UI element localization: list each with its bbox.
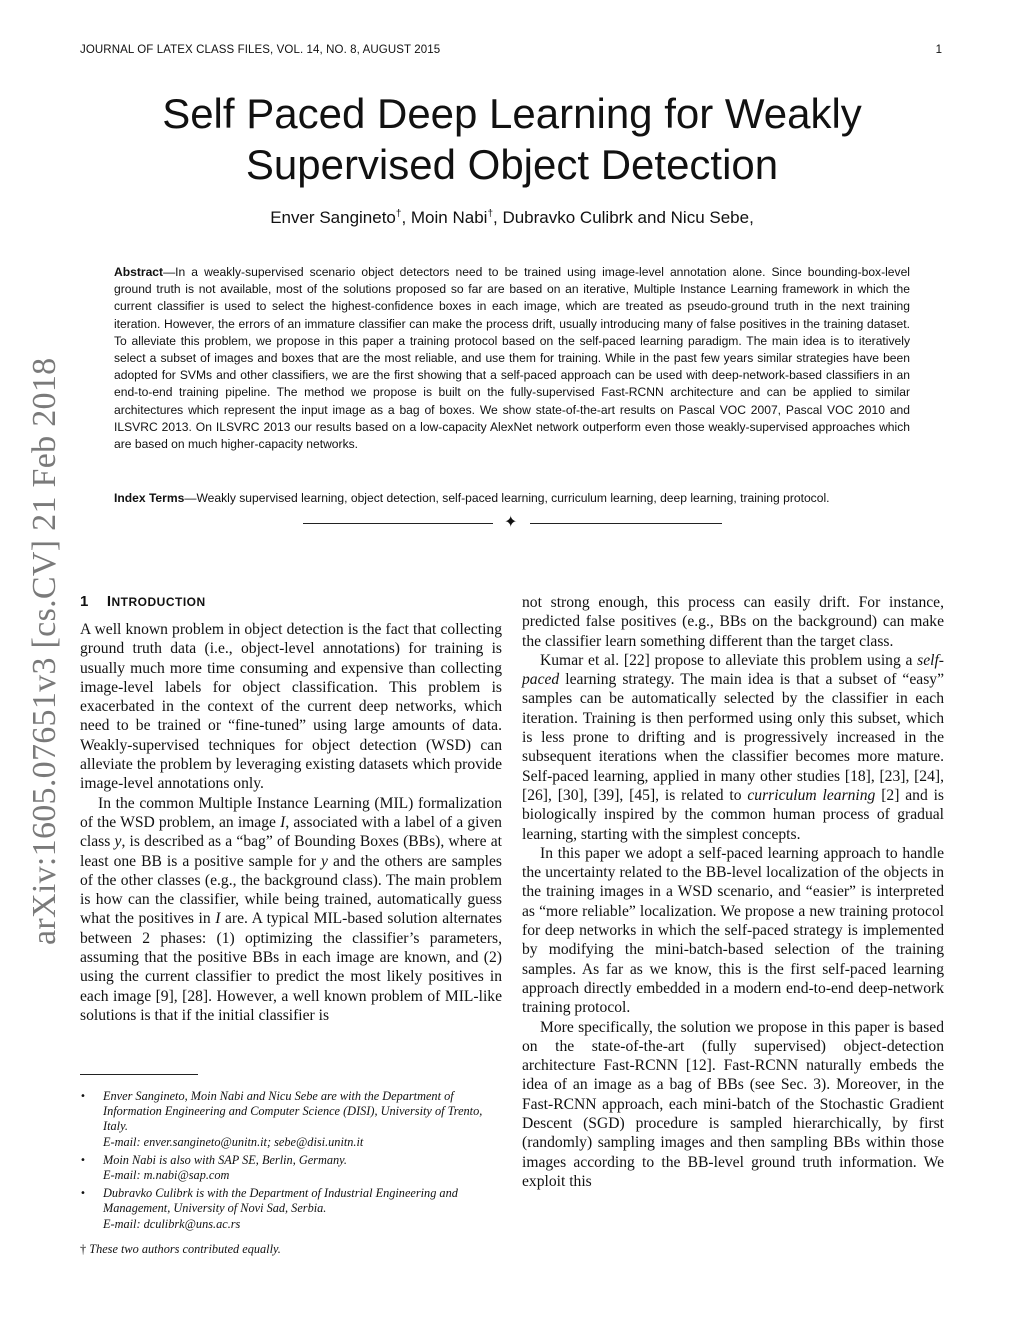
equal-contribution-mark: † [395,208,402,220]
paragraph: A well known problem in object detection is the fact that collecting ground truth data (i.e., object-level annotations) for training is usually much more time consuming and expensive than collecting image-level labels for object classification. This problem is exacerbated in the context of the current deep networks, which need to be trained or “fine-tuned” using large amounts of data. Weakly-supervised techniques for object detection (WSD) can alleviate the problem by leveraging existing datasets which provide image-level annotations only. [80,621,502,793]
section-title-initial: I [106,593,112,610]
separator-diamond-icon: ✦ [504,512,518,531]
text-span: , is described as a “bag” of Bounding Boxes (BBs), where at least one BB is a positive sample for [80,833,502,870]
bullet-icon: • [80,1154,86,1166]
title-line-2: Supervised Object Detection [245,141,779,188]
equal-contribution-mark: † [487,208,493,220]
separator-rule-left [303,523,493,524]
author-2: , Moin Nabi [401,208,488,227]
emphasis: curriculum learning [747,786,876,804]
paper-title [0,88,1024,190]
footnote-text: Moin Nabi is also with SAP SE, Berlin, Germany. [103,1152,347,1167]
authors-rest: , Dubravko Culibrk and Nicu Sebe, [493,208,754,227]
paragraph [80,794,502,1026]
section-number: 1 [80,593,89,610]
running-header: JOURNAL OF LATEX CLASS FILES, VOL. 14, NO. 8, AUGUST 2015 [80,44,441,56]
index-terms [114,490,914,507]
footnote-item [80,1186,504,1232]
text-span: , associated with a label of a given class [80,813,502,851]
author-1: Enver Sangineto [270,208,396,227]
text-span: In the common Multiple Instance Learning (MIL) formalization of the WSD problem, an image [80,794,502,831]
index-terms-text: —Weakly supervised learning, object detection, self-paced learning, curriculum learning, deep learning, training protocol. [184,491,830,505]
text-span: [2] and is biologically inspired by the common human process of gradual learning, starting with the simplest concepts. [522,786,944,843]
right-column [522,593,944,1191]
footnote-email: E-mail: m.nabi@sap.com [103,1168,230,1183]
math-var: y [321,852,328,870]
equal-contribution-text: These two authors contributed equally. [86,1241,281,1256]
left-column [80,620,502,1025]
math-var: I [215,910,221,928]
footnote-email: E-mail: dculibrk@uns.ac.rs [103,1216,241,1231]
text-span: and the others are samples of the other classes (e.g., the background class). The main problem is how can the classifier, while being trained, automatically guess what the positives in [80,852,502,928]
text-span: learning strategy. The main idea is that a subset of “easy” samples can be automatically selected by the classifier in each iteration. Training is then performed using only this subset, which is less prone to drifting and is progressively increased in the subsequent iterations when the classifier becomes more mature. Self-paced learning, applied in many other studies [18], [23], [24], [26], [30], [39], [45], is related to [522,671,944,804]
bullet-icon: • [80,1188,86,1200]
section-heading [80,593,206,610]
page-number: 1 [935,44,942,56]
emphasis: self-paced [522,651,944,689]
abstract-label: Abstract [114,265,164,279]
bullet-icon: • [80,1091,86,1102]
dagger-mark: † [80,1241,87,1256]
footnote-email: E-mail: enver.sangineto@unitn.it; sebe@disi.unitn.it [103,1134,364,1149]
footnote-item [80,1089,504,1150]
text-span: Kumar et al. [22] propose to alleviate this problem using a [540,651,918,669]
index-terms-label: Index Terms [114,491,185,505]
math-var: y [114,833,122,851]
paragraph: More specifically, the solution we propose in this paper is based on the state-of-the-art (fully supervised) object-detection architecture Fast-RCNN [12]. Fast-RCNN naturally embeds the idea of an image as a bag of BBs (see Sec. 3). Moreover, in the Fast-RCNN approach, each mini-batch of the Stochastic Gradient Descent (SGD) procedure is sampled hierarchically, by first (randomly) sampling images and then sampling BBs within those images according to the BB-level ground truth information. We exploit this [522,1018,944,1190]
author-list [0,208,1024,228]
section-title-rest: NTRODUCTION [111,595,206,609]
footnote-rule [80,1074,198,1075]
paragraph [522,651,944,844]
math-var: I [280,813,286,831]
footnotes [80,1089,504,1257]
abstract-text: —In a weakly-supervised scenario object detectors need to be trained using image-level annotation alone. Since bounding-box-level ground truth is not available, most of the solutions proposed so far are based on an iterative, Multiple Instance Learning framework in which the current classifier is used to select the highest-confidence boxes in each image, which are treated as pseudo-ground truth in the next training iteration. However, the errors of an immature classifier can make the process drift, usually introducing many of false positives in the training dataset. To alleviate this problem, we propose in this paper a training protocol based on the self-paced learning paradigm. The main idea is to iteratively select a subset of images and boxes that are the most reliable, and use them for training. While in the past few years similar strategies have been adopted for SVMs and other classifiers, we are the first showing that a self-paced approach can be used with deep-network-based classifiers in an end-to-end training pipeline. The method we propose is built on the fully-supervised Fast-RCNN architecture and can be applied to similar architectures which represent the input image as a bag of boxes. We show state-of-the-art results on Pascal VOC 2007, Pascal VOC 2010 and ILSVRC 2013. On ILSVRC 2013 our results based on a low-capacity AlexNet network outperform even those weakly-supervised approaches which are based on much higher-capacity networks. [114,265,910,452]
title-line-1: Self Paced Deep Learning for Weakly [162,90,862,137]
footnote-text: Enver Sangineto, Moin Nabi and Nicu Sebe are with the Department of Information Engineering and Computer Science (DISI), University of Trento, Italy. [103,1089,483,1134]
footnote-item [80,1153,504,1183]
footnote-text: Dubravko Culibrk is with the Department of Industrial Engineering and Management, University of Novi Sad, Serbia. [103,1186,458,1216]
equal-contribution-note [80,1242,504,1257]
abstract [114,264,910,453]
arxiv-stamp: arXiv:1605.07651v3 [cs.CV] 21 Feb 2018 [26,357,63,945]
separator-rule-right [530,523,722,524]
paragraph: not strong enough, this process can easily drift. For instance, predicted false positives (e.g., BBs on the background) can make the classifier learn something different than the target class. [522,594,944,650]
text-span: are. A typical MIL-based solution alternates between 2 phases: (1) optimizing the classifier’s parameters, assuming that the positive BBs in each image are known, and (2) using the current classifier to predict the most likely positives in each image [9], [28]. However, a well known problem of MIL-like solutions is that if the initial classifier is [80,910,502,1024]
paragraph: In this paper we adopt a self-paced learning approach to handle the uncertainty related to the BB-level localization of the objects in the training images in a WSD scenario, and “easier” is interpreted as “more reliable” localization. We propose a new training protocol for deep networks in which the self-paced strategy is implemented by modifying the mini-batch-based selection of the training samples. As far as we know, this is the first self-paced learning approach directly embedded in a modern end-to-end deep-network training protocol. [522,844,944,1017]
